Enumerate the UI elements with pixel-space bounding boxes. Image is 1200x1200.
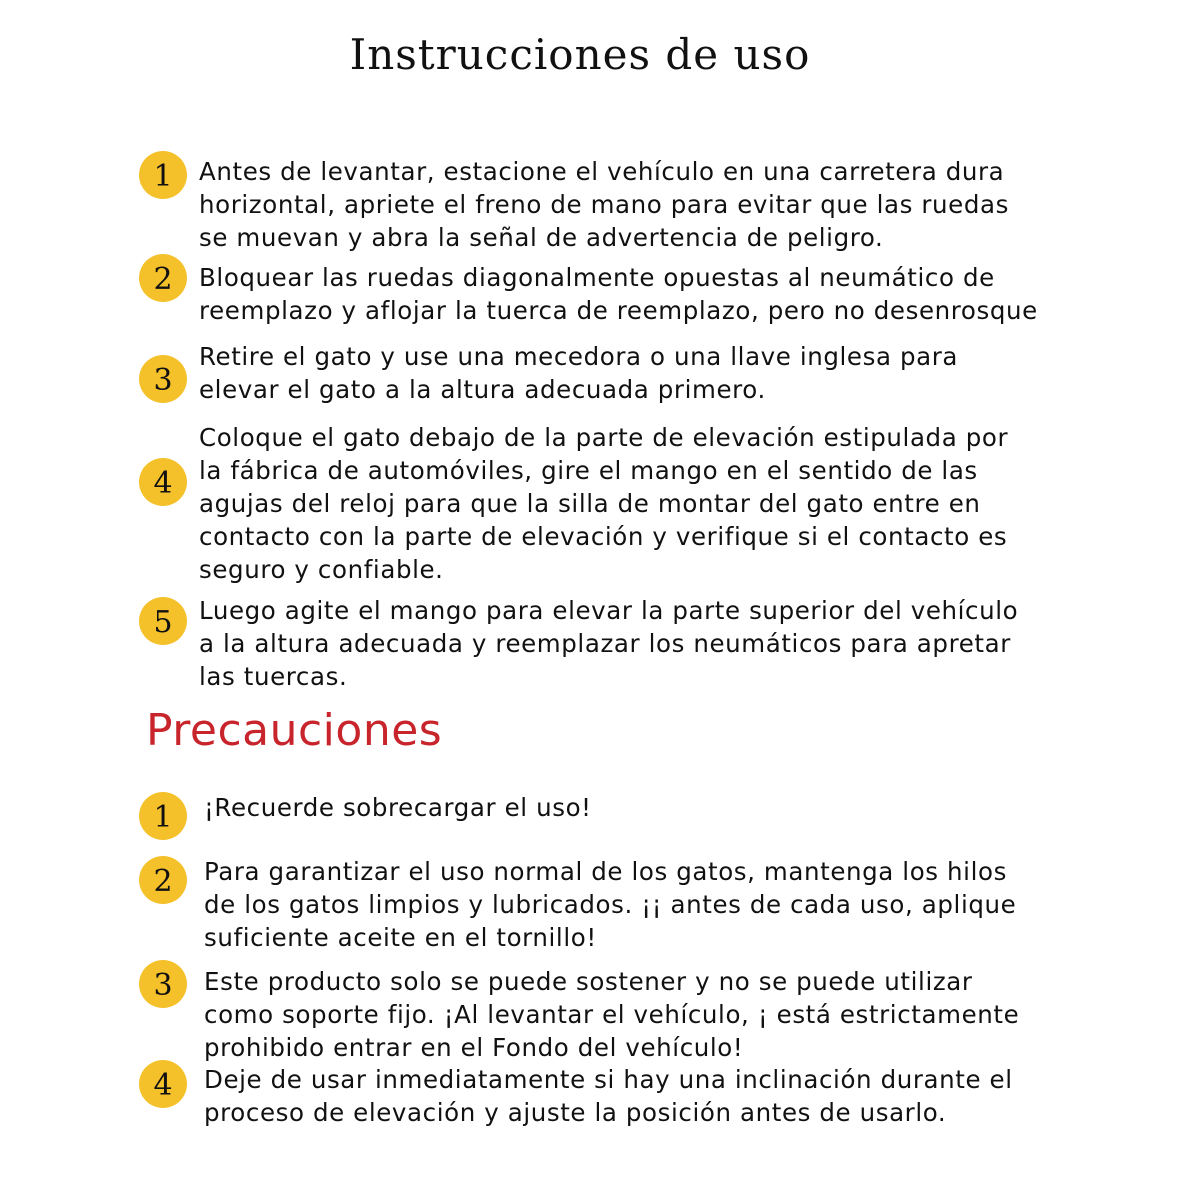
- text-line: prohibido entrar en el Fondo del vehículo!: [204, 1033, 744, 1062]
- text-line: proceso de elevación y ajuste la posición antes de usarlo.: [204, 1098, 947, 1127]
- step-number-badge: 3: [139, 960, 187, 1008]
- step-number-badge: 2: [139, 856, 187, 904]
- step-number-badge: 4: [139, 1060, 187, 1108]
- step-number-badge: 2: [139, 254, 187, 302]
- precautions-heading: Precauciones: [146, 705, 443, 756]
- text-line: contacto con la parte de elevación y verifique si el contacto es: [199, 522, 1008, 551]
- precaution-text: [204, 1063, 1013, 1129]
- step-number-badge: 3: [139, 355, 187, 403]
- text-line: las tuercas.: [199, 662, 348, 691]
- step-number-badge: 5: [139, 597, 187, 645]
- text-line: Deje de usar inmediatamente si hay una inclinación durante el: [204, 1065, 1013, 1094]
- instruction-text: [199, 594, 1018, 693]
- page-title: Instrucciones de uso: [349, 30, 811, 79]
- text-line: la fábrica de automóviles, gire el mango en el sentido de las: [199, 456, 978, 485]
- text-line: se muevan y abra la señal de advertencia de peligro.: [199, 223, 884, 252]
- instruction-text: [199, 261, 1038, 327]
- text-line: ¡Recuerde sobrecargar el uso!: [204, 793, 592, 822]
- text-line: Antes de levantar, estacione el vehículo en una carretera dura: [199, 157, 1005, 186]
- text-line: Coloque el gato debajo de la parte de elevación estipulada por: [199, 423, 1009, 452]
- text-line: elevar el gato a la altura adecuada primero.: [199, 375, 766, 404]
- instruction-text: [199, 421, 1008, 586]
- step-number-badge: 1: [139, 792, 187, 840]
- instruction-text: [199, 155, 1009, 254]
- step-number-badge: 1: [139, 151, 187, 199]
- text-line: como soporte fijo. ¡Al levantar el vehículo, ¡ está estrictamente: [204, 1000, 1020, 1029]
- text-line: a la altura adecuada y reemplazar los neumáticos para apretar: [199, 629, 1011, 658]
- text-line: horizontal, apriete el freno de mano para evitar que las ruedas: [199, 190, 1009, 219]
- precaution-text: [204, 965, 1019, 1064]
- text-line: Para garantizar el uso normal de los gatos, mantenga los hilos: [204, 857, 1007, 886]
- precaution-text: [204, 855, 1016, 954]
- text-line: agujas del reloj para que la silla de montar del gato entre en: [199, 489, 981, 518]
- step-number-badge: 4: [139, 458, 187, 506]
- text-line: seguro y confiable.: [199, 555, 444, 584]
- text-line: de los gatos limpios y lubricados. ¡¡ antes de cada uso, aplique: [204, 890, 1017, 919]
- text-line: Luego agite el mango para elevar la parte superior del vehículo: [199, 596, 1019, 625]
- text-line: reemplazo y aflojar la tuerca de reemplazo, pero no desenrosque: [199, 296, 1038, 325]
- text-line: Este producto solo se puede sostener y no se puede utilizar: [204, 967, 973, 996]
- precaution-text: [204, 791, 592, 824]
- text-line: Retire el gato y use una mecedora o una llave inglesa para: [199, 342, 959, 371]
- text-line: Bloquear las ruedas diagonalmente opuestas al neumático de: [199, 263, 995, 292]
- text-line: suficiente aceite en el tornillo!: [204, 923, 597, 952]
- instruction-text: [199, 340, 958, 406]
